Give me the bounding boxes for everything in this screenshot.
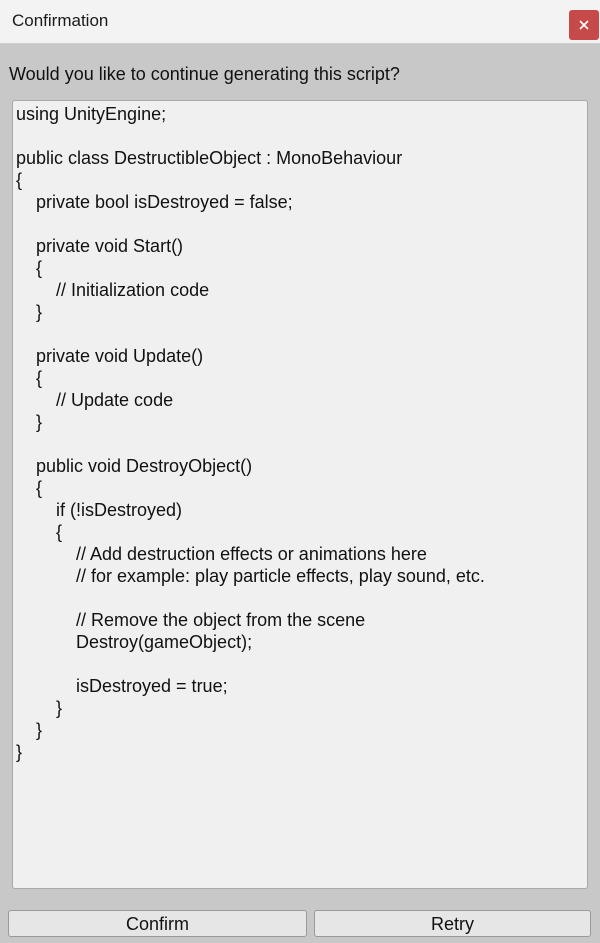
code-line bbox=[16, 587, 587, 609]
code-line: // for example: play particle effects, play sound, etc. bbox=[16, 566, 485, 586]
retry-button[interactable]: Retry bbox=[314, 910, 591, 937]
code-line: public class DestructibleObject : MonoBehaviour bbox=[16, 148, 403, 168]
code-line bbox=[16, 213, 587, 235]
code-line: { bbox=[16, 170, 23, 190]
code-line: } bbox=[16, 720, 43, 740]
code-line: { bbox=[16, 368, 43, 388]
code-line: { bbox=[16, 478, 43, 498]
code-line: private bool isDestroyed = false; bbox=[16, 192, 293, 212]
code-line: } bbox=[16, 412, 43, 432]
code-line: isDestroyed = true; bbox=[16, 676, 228, 696]
close-icon bbox=[579, 20, 589, 30]
code-line: { bbox=[16, 258, 43, 278]
code-line: { bbox=[16, 522, 63, 542]
code-line: // Remove the object from the scene bbox=[16, 610, 366, 630]
title-bar[interactable] bbox=[0, 0, 600, 44]
code-line bbox=[16, 125, 587, 147]
code-line: // Initialization code bbox=[16, 280, 210, 300]
code-line: // Update code bbox=[16, 390, 174, 410]
code-line: } bbox=[16, 742, 23, 762]
code-line: if (!isDestroyed) bbox=[16, 500, 183, 520]
code-line: } bbox=[16, 698, 63, 718]
code-line bbox=[16, 433, 587, 455]
script-code-area[interactable] bbox=[12, 100, 588, 889]
prompt-text: Would you like to continue generating this script? bbox=[9, 64, 400, 84]
code-line: public void DestroyObject() bbox=[16, 456, 253, 476]
code-line bbox=[16, 323, 587, 345]
code-line: using UnityEngine; bbox=[16, 104, 167, 124]
window-title: Confirmation bbox=[12, 11, 109, 30]
confirm-button[interactable]: Confirm bbox=[8, 910, 307, 937]
code-line: private void Start() bbox=[16, 236, 184, 256]
code-line: Destroy(gameObject); bbox=[16, 632, 253, 652]
code-line bbox=[16, 653, 587, 675]
close-button[interactable] bbox=[569, 10, 599, 40]
code-line: private void Update() bbox=[16, 346, 204, 366]
code-line: } bbox=[16, 302, 43, 322]
code-line: // Add destruction effects or animations here bbox=[16, 544, 427, 564]
